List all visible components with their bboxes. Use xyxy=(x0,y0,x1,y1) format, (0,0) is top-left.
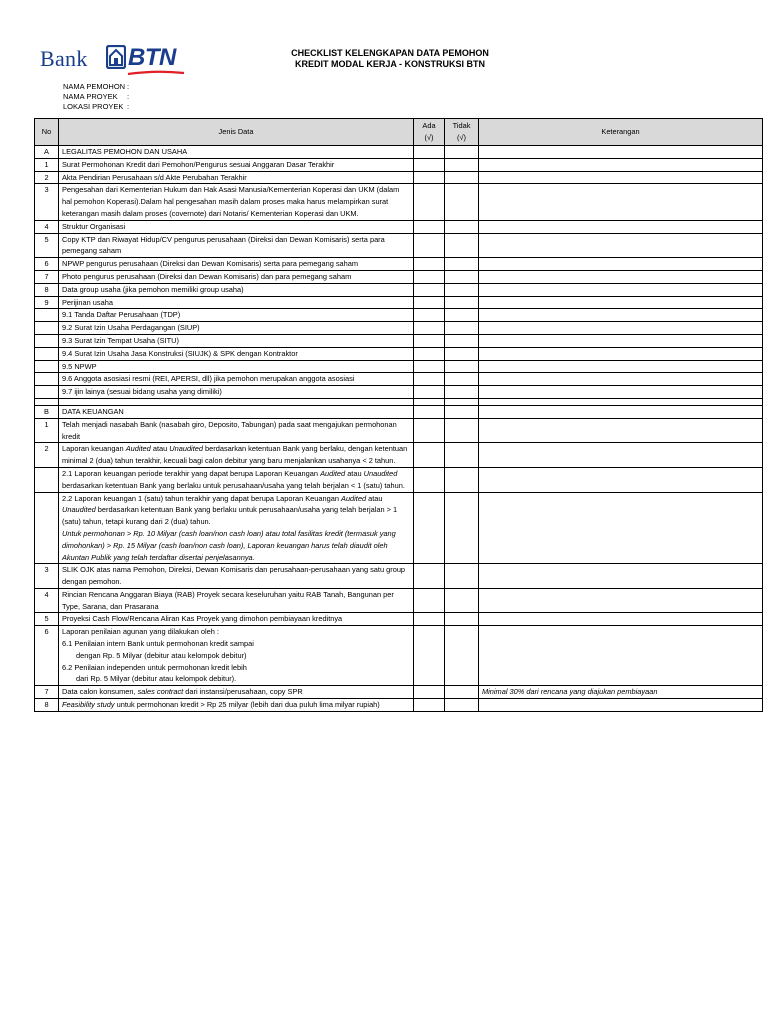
row-text: Perijinan usaha xyxy=(59,296,414,309)
checklist-table xyxy=(34,118,763,712)
ada-cell[interactable] xyxy=(414,686,445,699)
keterangan-cell[interactable] xyxy=(479,296,763,309)
ada-cell[interactable] xyxy=(414,158,445,171)
row-no: 1 xyxy=(35,158,59,171)
table-row xyxy=(35,418,763,443)
row-text: 9.2 Surat Izin Usaha Perdagangan (SIUP) xyxy=(59,322,414,335)
table-row xyxy=(35,258,763,271)
table-row xyxy=(35,626,763,686)
tidak-cell[interactable] xyxy=(445,626,479,686)
ada-cell[interactable] xyxy=(414,492,445,564)
ada-cell[interactable] xyxy=(414,296,445,309)
applicant-info xyxy=(63,82,129,112)
tidak-cell[interactable] xyxy=(445,686,479,699)
ada-cell[interactable] xyxy=(414,386,445,399)
table-row xyxy=(35,270,763,283)
meta-label: NAMA PEMOHON xyxy=(63,82,126,91)
row-no xyxy=(35,309,59,322)
table-row xyxy=(35,588,763,613)
ada-cell[interactable] xyxy=(414,347,445,360)
tidak-cell[interactable] xyxy=(445,347,479,360)
tidak-cell[interactable] xyxy=(445,184,479,220)
table-row xyxy=(35,360,763,373)
ada-cell[interactable] xyxy=(414,171,445,184)
keterangan-cell[interactable] xyxy=(479,270,763,283)
tidak-cell[interactable] xyxy=(445,386,479,399)
keterangan-cell[interactable] xyxy=(479,220,763,233)
header-no: No xyxy=(35,119,59,146)
keterangan-cell[interactable] xyxy=(479,309,763,322)
table-row xyxy=(35,686,763,699)
ada-cell[interactable] xyxy=(414,418,445,443)
section-row xyxy=(35,146,763,159)
tidak-cell[interactable] xyxy=(445,171,479,184)
header-tidak-mark: (√) xyxy=(457,133,466,142)
tidak-cell[interactable] xyxy=(445,158,479,171)
row-no xyxy=(35,347,59,360)
bank-btn-logo xyxy=(38,44,188,74)
tidak-cell[interactable] xyxy=(445,373,479,386)
section-a-body xyxy=(35,146,763,399)
row-no: 8 xyxy=(35,283,59,296)
table-row xyxy=(35,184,763,220)
ada-cell[interactable] xyxy=(414,613,445,626)
row-no xyxy=(35,360,59,373)
keterangan-cell[interactable] xyxy=(479,334,763,347)
row-no: 7 xyxy=(35,270,59,283)
keterangan-cell[interactable] xyxy=(479,564,763,589)
logo-swoosh-icon xyxy=(126,70,186,76)
row-no: 1 xyxy=(35,418,59,443)
keterangan-cell[interactable] xyxy=(479,146,763,159)
row-text: 9.6 Anggota asosiasi resmi (REI, APERSI, dll) jika pemohon merupakan anggota asosiasi xyxy=(59,373,414,386)
table-row xyxy=(35,613,763,626)
table-row xyxy=(35,283,763,296)
keterangan-cell[interactable] xyxy=(479,158,763,171)
table-row xyxy=(35,233,763,258)
row-text: 2.2 Laporan keuangan 1 (satu) tahun terakhir yang dapat berupa Laporan Keuangan Audited atau Unaudited berdasarkan ketentuan Bank yang berlaku untuk perusahaan/usaha yang telah berjalan > 1 (satu) tahun, tetapi kurang dari 2 (dua) tahun. Untuk permohonan > Rp. 10 Milyar (cash loan/non cash loan) atau total fasilitas kredit (termasuk yang dimohonkan) > Rp. 15 Milyar (cash loan/non cash loan), Laporan keuangan harus telah diaudit oleh Akuntan Publik yang telah terdaftar disertai penjelasannya. xyxy=(59,492,414,564)
row-no: 4 xyxy=(35,588,59,613)
row-no: 9 xyxy=(35,296,59,309)
header-tidak-label: Tidak xyxy=(452,121,471,131)
tidak-cell[interactable] xyxy=(445,146,479,159)
row-text: Laporan penilaian agunan yang dilakukan oleh : 6.1 Penilaian intern Bank untuk permohonan kredit sampai dengan Rp. 5 Milyar (debitur atau kelompok debitur) 6.2 Penilaian independen untuk permohonan kredit lebih dari Rp. 5 Milyar (debitur atau kelompok debitur). xyxy=(59,626,414,686)
table-row xyxy=(35,386,763,399)
header-keterangan: Keterangan xyxy=(479,119,763,146)
table-row xyxy=(35,158,763,171)
table-header-row xyxy=(35,119,763,146)
ada-cell[interactable] xyxy=(414,334,445,347)
row-no: 7 xyxy=(35,686,59,699)
tidak-cell[interactable] xyxy=(445,309,479,322)
row-no xyxy=(35,386,59,399)
btn-house-icon xyxy=(106,45,126,69)
tidak-cell[interactable] xyxy=(445,613,479,626)
keterangan-cell[interactable] xyxy=(479,613,763,626)
keterangan-cell[interactable] xyxy=(479,626,763,686)
table-row xyxy=(35,467,763,492)
ada-cell[interactable] xyxy=(414,233,445,258)
table-row xyxy=(35,309,763,322)
row-text: Feasibility study untuk permohonan kredit > Rp 25 milyar (lebih dari dua puluh lima milyar rupiah) xyxy=(59,699,414,712)
keterangan-cell[interactable] xyxy=(479,418,763,443)
ada-cell[interactable] xyxy=(414,283,445,296)
row-text: 9.5 NPWP xyxy=(59,360,414,373)
meta-row xyxy=(63,102,129,112)
row-text: Data calon konsumen, sales contract dari instansi/perusahaan, copy SPR xyxy=(59,686,414,699)
row-no: 5 xyxy=(35,233,59,258)
table-row xyxy=(35,492,763,564)
row-no xyxy=(35,373,59,386)
table-row xyxy=(35,347,763,360)
row-text: Struktur Organisasi xyxy=(59,220,414,233)
keterangan-cell[interactable] xyxy=(479,492,763,564)
row-text: Proyeksi Cash Flow/Rencana Aliran Kas Proyek yang dimohon pembiayaan kreditnya xyxy=(59,613,414,626)
keterangan-cell[interactable] xyxy=(479,360,763,373)
tidak-cell[interactable] xyxy=(445,443,479,468)
row-no: 3 xyxy=(35,564,59,589)
section-no: B xyxy=(35,405,59,418)
header-ada xyxy=(414,119,445,146)
meta-label: LOKASI PROYEK xyxy=(63,102,124,111)
ada-cell[interactable] xyxy=(414,443,445,468)
row-text: Photo pengurus perusahaan (Direksi dan Dewan Komisaris) dan para pemegang saham xyxy=(59,270,414,283)
keterangan-cell[interactable] xyxy=(479,699,763,712)
table-row xyxy=(35,334,763,347)
table-row xyxy=(35,322,763,335)
keterangan-cell[interactable] xyxy=(479,405,763,418)
row-no xyxy=(35,334,59,347)
tidak-cell[interactable] xyxy=(445,220,479,233)
meta-sep: : xyxy=(127,92,130,101)
ada-cell[interactable] xyxy=(414,146,445,159)
row-text: Telah menjadi nasabah Bank (nasabah giro, Deposito, Tabungan) pada saat mengajukan permohonan kredit xyxy=(59,418,414,443)
row-no xyxy=(35,322,59,335)
keterangan-cell[interactable] xyxy=(479,258,763,271)
row-text: 9.4 Surat Izin Usaha Jasa Konstruksi (SIUJK) & SPK dengan Kontraktor xyxy=(59,347,414,360)
ada-cell[interactable] xyxy=(414,258,445,271)
meta-label: NAMA PROYEK xyxy=(63,92,118,101)
ada-cell[interactable] xyxy=(414,588,445,613)
section-row xyxy=(35,405,763,418)
keterangan-cell[interactable] xyxy=(479,347,763,360)
tidak-cell[interactable] xyxy=(445,270,479,283)
keterangan-cell[interactable] xyxy=(479,283,763,296)
row-text: Akta Pendirian Perusahaan s/d Akte Perubahan Terakhir xyxy=(59,171,414,184)
row-text: Laporan keuangan Audited atau Unaudited berdasarkan ketentuan Bank yang berlaku, dengan ketentuan minimal 2 (dua) tahun terakhir, kecuali bagi calon debitur yang baru menjalankan usahanya < 2 tahun. xyxy=(59,443,414,468)
tidak-cell[interactable] xyxy=(445,258,479,271)
row-no xyxy=(35,492,59,564)
ada-cell[interactable] xyxy=(414,564,445,589)
row-text: 9.1 Tanda Daftar Perusahaan (TDP) xyxy=(59,309,414,322)
ada-cell[interactable] xyxy=(414,309,445,322)
meta-row xyxy=(63,82,129,92)
ada-cell[interactable] xyxy=(414,405,445,418)
logo-brand-text: BTN xyxy=(128,44,176,71)
tidak-cell[interactable] xyxy=(445,360,479,373)
keterangan-cell[interactable] xyxy=(479,588,763,613)
row-text: 9.3 Surat Izin Tempat Usaha (SITU) xyxy=(59,334,414,347)
tidak-cell[interactable] xyxy=(445,233,479,258)
table-row xyxy=(35,443,763,468)
section-no: A xyxy=(35,146,59,159)
tidak-cell[interactable] xyxy=(445,564,479,589)
row-text: NPWP pengurus perusahaan (Direksi dan Dewan Komisaris) serta para pemegang saham xyxy=(59,258,414,271)
meta-sep: : xyxy=(127,102,130,111)
keterangan-cell[interactable] xyxy=(479,443,763,468)
row-text: Pengesahan dari Kementerian Hukum dan Hak Asasi Manusia/Kementerian Koperasi dan UKM (dalam hal pemohon Koperasi).Dalam hal pengesahan masih dalam proses maka harus melampirkan surat keterangan masih dalam proses (covernote) dari Notaris/ Kementerian Koperasi dan UKM. xyxy=(59,184,414,220)
keterangan-cell[interactable] xyxy=(479,322,763,335)
tidak-cell[interactable] xyxy=(445,283,479,296)
section-label: LEGALITAS PEMOHON DAN USAHA xyxy=(59,146,414,159)
row-no: 2 xyxy=(35,171,59,184)
meta-sep: : xyxy=(127,82,130,91)
tidak-cell[interactable] xyxy=(445,296,479,309)
tidak-cell[interactable] xyxy=(445,699,479,712)
table-row xyxy=(35,220,763,233)
row-text: Copy KTP dan Riwayat Hidup/CV pengurus perusahaan (Direksi dan Dewan Komisaris) serta para pemegang saham xyxy=(59,233,414,258)
table-row xyxy=(35,171,763,184)
table-row xyxy=(35,296,763,309)
row-no: 6 xyxy=(35,626,59,686)
header-jenis-data: Jenis Data xyxy=(59,119,414,146)
table-row xyxy=(35,699,763,712)
title-line-2: KREDIT MODAL KERJA - KONSTRUKSI BTN xyxy=(294,59,485,69)
ada-cell[interactable] xyxy=(414,467,445,492)
ada-cell[interactable] xyxy=(414,373,445,386)
row-no xyxy=(35,467,59,492)
row-text: Data group usaha (jika pemohon memiliki group usaha) xyxy=(59,283,414,296)
row-text: 9.7 ijin lainya (sesuai bidang usaha yang dimiliki) xyxy=(59,386,414,399)
tidak-cell[interactable] xyxy=(445,334,479,347)
table-row xyxy=(35,564,763,589)
header-ada-mark: (√) xyxy=(424,133,434,142)
tidak-cell[interactable] xyxy=(445,467,479,492)
ada-cell[interactable] xyxy=(414,626,445,686)
tidak-cell[interactable] xyxy=(445,405,479,418)
row-no: 4 xyxy=(35,220,59,233)
keterangan-cell[interactable] xyxy=(479,171,763,184)
tidak-cell[interactable] xyxy=(445,418,479,443)
ada-cell[interactable] xyxy=(414,322,445,335)
logo-bank-text: Bank xyxy=(40,46,88,71)
row-no: 6 xyxy=(35,258,59,271)
row-no: 3 xyxy=(35,184,59,220)
row-text: SLIK OJK atas nama Pemohon, Direksi, Dewan Komisaris dan perusahaan-perusahaan yang satu group dengan pemohon. xyxy=(59,564,414,589)
row-no: 2 xyxy=(35,443,59,468)
keterangan-cell[interactable] xyxy=(479,184,763,220)
keterangan-cell[interactable] xyxy=(479,373,763,386)
row-no: 5 xyxy=(35,613,59,626)
meta-row xyxy=(63,92,129,102)
title-line-1: CHECKLIST KELENGKAPAN DATA PEMOHON xyxy=(291,48,489,58)
keterangan-cell[interactable] xyxy=(479,386,763,399)
keterangan-cell[interactable] xyxy=(479,467,763,492)
section-b-body xyxy=(35,398,763,711)
tidak-cell[interactable] xyxy=(445,588,479,613)
ada-cell[interactable] xyxy=(414,220,445,233)
section-label: DATA KEUANGAN xyxy=(59,405,414,418)
spacer-row xyxy=(35,398,763,405)
keterangan-cell[interactable] xyxy=(479,233,763,258)
table-row xyxy=(35,373,763,386)
header-tidak xyxy=(445,119,479,146)
ada-cell[interactable] xyxy=(414,270,445,283)
row-text: 2.1 Laporan keuangan periode terakhir yang dapat berupa Laporan Keuangan Audited atau Unaudited berdasarkan ketentuan Bank yang berlaku untuk perusahaan/usaha yang telah berjalan < 1 (satu) tahun. xyxy=(59,467,414,492)
ada-cell[interactable] xyxy=(414,699,445,712)
ada-cell[interactable] xyxy=(414,184,445,220)
row-text: Rincian Rencana Anggaran Biaya (RAB) Proyek secara keseluruhan yaitu RAB Tanah, Bangunan per Type, Sarana, dan Prasarana xyxy=(59,588,414,613)
tidak-cell[interactable] xyxy=(445,492,479,564)
header-ada-label: Ada xyxy=(422,121,436,131)
tidak-cell[interactable] xyxy=(445,322,479,335)
ada-cell[interactable] xyxy=(414,360,445,373)
document-title xyxy=(230,48,550,70)
keterangan-cell[interactable]: Minimal 30% dari rencana yang diajukan pembiayaan xyxy=(479,686,763,699)
row-text: Surat Permohonan Kredit dari Pemohon/Pengurus sesuai Anggaran Dasar Terakhir xyxy=(59,158,414,171)
row-no: 8 xyxy=(35,699,59,712)
audit-note: Untuk permohonan > Rp. 10 Milyar (cash loan/non cash loan) atau total fasilitas kredit (termasuk yang dimohonkan) > Rp. 15 Milyar (cash loan/non cash loan), Laporan keuangan harus telah diaudit oleh Akuntan Publik yang telah terdaftar disertai penjelasannya. xyxy=(62,528,396,562)
